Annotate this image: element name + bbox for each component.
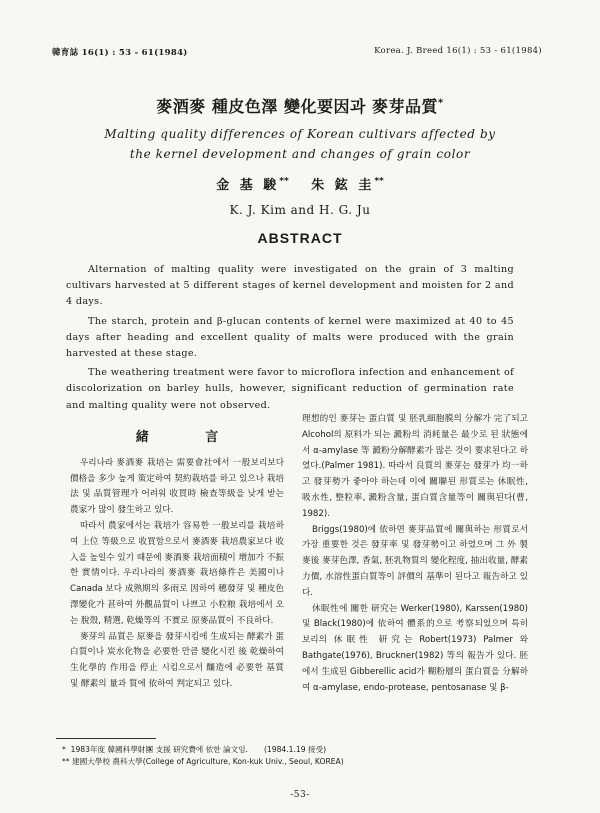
authors-korean (0, 174, 600, 193)
title-english-line1: Malting quality differences of Korean cultivars affected by (104, 127, 496, 141)
author1-name: 金 基 駿 (216, 178, 280, 193)
right-column (302, 412, 528, 696)
introduction-heading: 緒 言 (135, 430, 245, 445)
abstract-heading: ABSTRACT (257, 230, 343, 246)
abstract-paragraph: Alternation of malting quality were investigated on the grain of 3 malting cultivars harvested at 5 different stages of kernel development and moisten for 2 and 4 days. (66, 264, 514, 308)
journal-citation-korean: 韓育誌 16(1) : 53 - 61(1984) (52, 48, 188, 58)
authors-english: K. J. Kim and H. G. Ju (229, 203, 371, 217)
abstract-body (66, 262, 514, 417)
author1-mark: ** (279, 176, 289, 187)
intro-paragraph: 따라서 農家에서는 栽培가 容易한 一般보리를 栽培하여 上位 等級으로 收買함으로서 麥酒麥 栽培農家보다 收入을 높일수 있기 때문에 麥酒麥 栽培面積이 增加가 不振한 實情이다. 우리나라의 麥酒麥 栽培條件은 美國이나 Canada 보다 成熟期의 多雨로 因하여 穗發芽 및 種皮色澤變化가 甚하여 外觀品質이 나쁘고 小粒粮 栽培에서 오는 脫殼, 精選, 乾燥等의 不實로 原麥品質이 不良하다. (70, 520, 284, 626)
author2-mark: ** (374, 176, 384, 187)
intro-paragraph: 麥芽의 品質은 原麥을 發芽시킴에 生成되는 酵素가 蛋白質이나 炭水化物을 必要한 만큼 變化시킨 後 乾燥하여 生化學的 作用을 停止 시킴으로서 釀造에 必要한 基質 및 酵素의 量과 質에 依하여 判定되고 있다. (70, 631, 284, 689)
footnote-received-date: (1984.1.19 接受) (263, 745, 327, 754)
title-korean (0, 94, 600, 117)
left-column (70, 430, 284, 693)
title-korean-text: 麥酒麥 種皮色澤 變化要因과 麥芽品質 (156, 97, 438, 116)
title-english-line2: the kernel development and changes of grain color (129, 147, 471, 161)
page-number: -53- (290, 790, 310, 800)
footnotes (62, 744, 522, 767)
title-english (0, 124, 600, 164)
intro-paragraph: 우리나라 麥酒麥 栽培는 需要會社에서 一般보리보다 價格을 多少 높게 策定하여 契約栽培를 하고 있으나 栽培法 및 品質管理가 어려워 收買時 檢查等級을 낮게 받는 農家가 많이 發生하고 있다. (70, 457, 284, 516)
footnote-funding-text: 1983年度 韓國科學財團 支援 研究費에 依한 論文임. (70, 745, 248, 754)
intro-paragraph: Briggs(1980)에 依하면 麥芽品質에 關與하는 形質로서 가장 重要한 것은 發芽率 및 發芽勢이고 하였으며 그 外 製麥後 麥芽色澤, 香氣, 胚乳物質의 變化程度, 抽出收量, 酵素力價, 水溶性蛋白質等이 評價의 基準이 된다고 報告하고 있다. (302, 524, 528, 598)
intro-paragraph: 理想的인 麥芽는 蛋白質 및 胚乳細胞膜의 分解가 完了되고 Alcohol의 原料가 되는 澱粉의 消耗量은 最少로 된 狀態에서 α-amylase 等 澱粉分解酵素가 많은 것이 要求된다고 하였다.(Palmer 1981). 따라서 良質의 麥芽는 發芽가 均一하고 發芽勢가 좋아야 하는데 이에 關聯된 形質로는 休眠性, 吸水性, 整粒率, 澱粉含量, 蛋白質含量等이 關與된다(曹, 1982). (302, 414, 528, 519)
footnote-funding: * 1983年度 韓國科學財團 支援 研究費에 依한 論文임. (1984.1.19 接受) (62, 745, 327, 754)
journal-citation-english: Korea. J. Breed 16(1) : 53 - 61(1984) (374, 46, 542, 56)
abstract-paragraph: The weathering treatment were favor to microflora infection and enhancement of discolorization on barley hulls, however, significant reduction of germination rate and malting quality were not observed. (66, 367, 514, 411)
abstract-paragraph: The starch, protein and β-glucan contents of kernel were maximized at 40 to 45 days after heading and excellent quality of malts were produced with the grain harvested at these stage. (66, 315, 514, 360)
author2-name: 朱 鉉 圭 (311, 178, 375, 193)
title-footnote-mark: * (437, 97, 444, 109)
intro-paragraph: 休眠性에 關한 研究는 Werker(1980), Karssen(1980) 및 Black(1980)에 依하여 體系的으로 考察되었으며 특히 보리의 休眠性 研究는 Robert(1973) Palmer 와 Bathgate(1976), Bruckner(1982) 等의 報告가 있다. 胚에서 生成된 Gibberellic acid가 糊粉層의 蛋白質을 分解하여 α-amylase, endo-protease, pentosanase 및 β- (302, 603, 528, 693)
footnote-affiliation-text: 建國大學校 農科大學(College of Agriculture, Kon-kuk Univ., Seoul, KOREA) (72, 756, 344, 766)
footnote-divider (56, 738, 156, 739)
footnote-affiliation: ** 建國大學校 農科大學(College of Agriculture, Kon-kuk Univ., Seoul, KOREA) (62, 756, 344, 766)
